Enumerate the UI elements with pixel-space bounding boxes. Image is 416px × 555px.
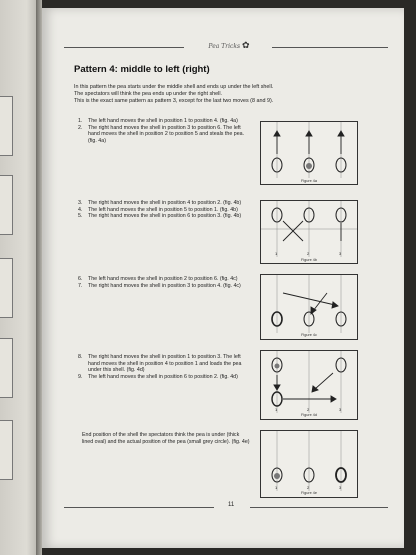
svg-text:1: 1 (275, 407, 278, 412)
figure-4b (260, 200, 358, 264)
previous-page-figure (0, 258, 13, 318)
step-text: The left hand moves the shell in position 5 to position 1. (fig. 4b) (88, 206, 238, 213)
step-number: 2. (78, 124, 83, 131)
step-item (74, 200, 250, 207)
step-item (74, 125, 250, 145)
previous-page-figure (0, 338, 13, 398)
step-item (74, 374, 250, 381)
page-footer (64, 502, 388, 514)
step-item (74, 276, 250, 283)
step-number: 1. (78, 118, 83, 124)
svg-text:3: 3 (339, 407, 342, 412)
figure-4c (260, 274, 358, 340)
svg-text:1: 1 (275, 251, 278, 256)
book-page (42, 8, 404, 548)
svg-text:2: 2 (307, 407, 310, 412)
svg-text:2: 2 (307, 251, 310, 256)
header-logo (194, 40, 264, 52)
flower-icon: ✿ (242, 41, 250, 51)
svg-text:2: 2 (307, 485, 310, 490)
previous-page-edge (0, 0, 38, 555)
svg-text:3: 3 (339, 251, 342, 256)
step-number: 6. (78, 276, 83, 282)
step-number: 3. (78, 200, 83, 206)
step-text: The right hand moves the shell in position 4 to position 2. (fig. 4b) (88, 200, 242, 206)
step-list (74, 200, 250, 220)
figure-4e (260, 430, 358, 498)
figure-caption: Figure 4c (301, 333, 317, 337)
step-list (74, 432, 250, 445)
step-number: 8. (78, 354, 83, 360)
step-text: The right hand moves the shell in position 1 to position 3. The left hand moves the shell in position 4 to position 1 and loads the pea under this shell. (fig. 4d) (88, 354, 242, 374)
step-list (74, 354, 250, 380)
step-item (74, 354, 250, 374)
shell-diagram (261, 431, 357, 491)
shell-diagram (261, 351, 357, 413)
step-text: The right hand moves the shell in position 3 to position 6. The left hand moves the shell in position 2 to position 5 and steals the pea. (fig. 4a) (88, 124, 245, 144)
previous-page-figure (0, 96, 13, 156)
figure-4a (260, 121, 358, 185)
figure-caption: Figure 4a (300, 179, 318, 183)
step-number: 5. (78, 213, 83, 220)
step-list (74, 118, 250, 144)
page-title: Pattern 4: middle to left (right) (74, 64, 210, 75)
footer-rule-right (250, 507, 388, 508)
step-number: 4. (78, 206, 83, 213)
logo-text: Pea Tricks (208, 43, 241, 50)
step-item (74, 213, 250, 220)
step-list (74, 276, 250, 289)
previous-page-figure (0, 175, 13, 235)
step-number: 9. (78, 373, 83, 380)
step-number: 7. (78, 282, 83, 289)
step-text: The left hand moves the shell in position 2 to position 6. (fig. 4c) (88, 276, 238, 282)
intro-paragraph (74, 84, 384, 105)
page-number: 11 (228, 502, 235, 508)
intro-line: In this pattern the pea starts under the middle shell and ends up under the left shell. (74, 84, 274, 90)
intro-line: The spectators will think the pea ends up under the right shell. (74, 91, 223, 97)
step-item (74, 118, 250, 125)
header-rule-left (64, 47, 184, 48)
shell-diagram (261, 275, 357, 333)
step-text: The left hand moves the shell in position 6 to position 2. (fig. 4d) (88, 373, 238, 380)
step-item (74, 283, 250, 290)
figure-caption: Figure 4b (300, 258, 318, 262)
page-header (64, 40, 388, 52)
figure-caption: Figure 4d (300, 413, 318, 417)
intro-line: This is the exact same pattern as pattern 3, except for the last two moves (8 and 9). (74, 98, 274, 104)
step-item (74, 207, 250, 214)
shell-diagram (261, 122, 357, 178)
header-rule-right (272, 47, 388, 48)
figure-4d (260, 350, 358, 420)
end-position-text: End position of the shell the spectators think the pea is under (thick lined oval) and the actual position of the pea (small grey circle). (fig. 4e) (82, 432, 250, 445)
step-text: The left hand moves the shell in position 1 to position 4. (fig. 4a) (88, 118, 238, 124)
step-text: The right hand moves the shell in position 3 to position 4. (fig. 4c) (88, 282, 241, 289)
figure-caption: Figure 4e (300, 491, 318, 495)
shell-diagram (261, 201, 357, 257)
svg-text:1: 1 (275, 485, 278, 490)
footer-rule-left (64, 507, 214, 508)
step-text: The right hand moves the shell in position 6 to position 3. (fig. 4b) (88, 213, 242, 220)
svg-text:3: 3 (339, 485, 342, 490)
previous-page-figure (0, 420, 13, 480)
